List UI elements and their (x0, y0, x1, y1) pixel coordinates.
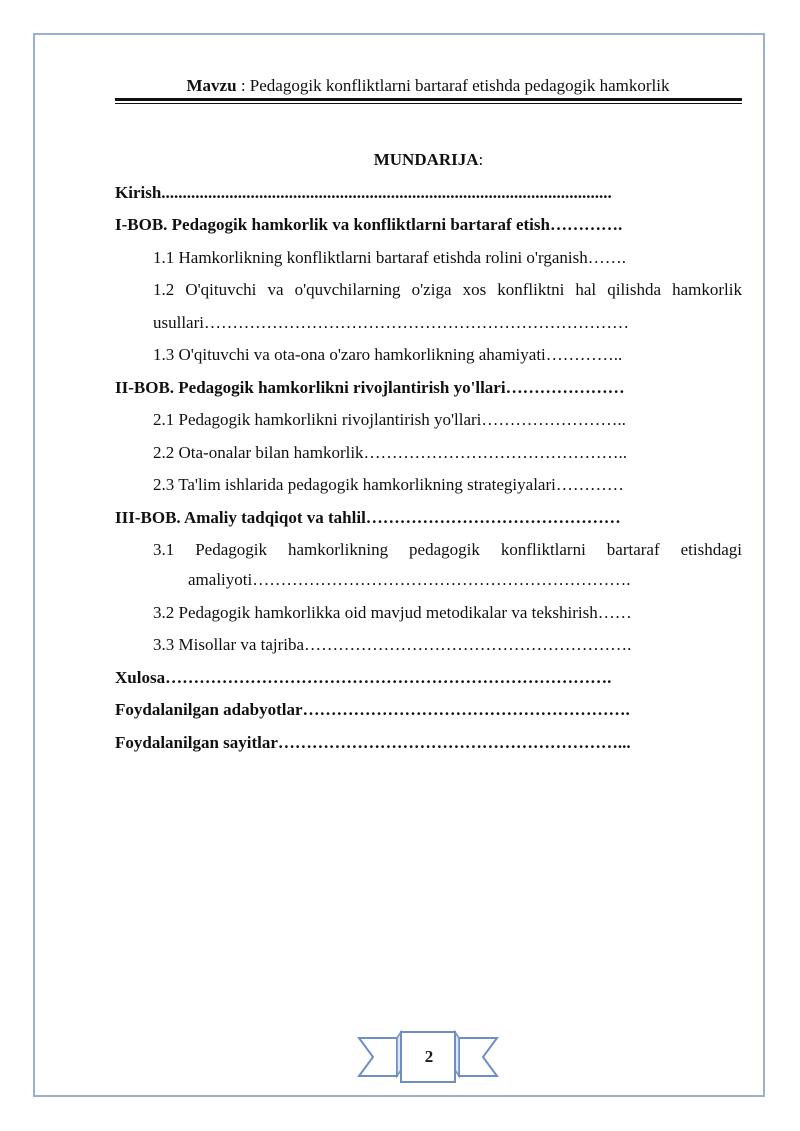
header-rule-thick (115, 98, 742, 101)
toc-entry-3-1[interactable]: 3.1 Pedagogik hamkorlikning pedagogik konfliktlarni bartaraf etishdagi (153, 540, 742, 559)
toc-entry-2-1[interactable]: 2.1 Pedagogik hamkorlikni rivojlantirish yo'llari…………………….. (153, 410, 626, 429)
toc-entry-3-3[interactable]: 3.3 Misollar va tajriba…………………………………………………. (153, 635, 632, 654)
toc-title-text: MUNDARIJA (373, 150, 479, 169)
toc-entry-chapter-2[interactable]: II-BOB. Pedagogik hamkorlikni rivojlantirish yo'llari………………… (115, 378, 625, 397)
toc-entry-1-3[interactable]: 1.3 O'qituvchi va ota-ona o'zaro hamkorlikning ahamiyati………….. (153, 345, 623, 364)
header-separator: : (236, 76, 250, 95)
toc-entry-1-1[interactable]: 1.1 Hamkorlikning konfliktlarni bartaraf etishda rolini o'rganish……. (153, 248, 626, 267)
toc-title-colon: : (478, 150, 484, 169)
ribbon-right-tail (459, 1038, 497, 1076)
toc-entry-3-1-cont[interactable]: amaliyoti…………………………………………………………. (188, 570, 631, 589)
toc-title (115, 150, 742, 170)
ribbon-left-tail (359, 1038, 397, 1076)
toc-entry-adabyotlar[interactable]: Foydalanilgan adabyotlar…………………………………………………. (115, 700, 630, 719)
header-label: Mavzu (186, 76, 237, 95)
page-number: 2 (424, 1047, 434, 1066)
toc-entry-xulosa[interactable]: Xulosa……………………………………………………………………. (115, 668, 612, 687)
toc-entry-sayitlar[interactable]: Foydalanilgan sayitlar……………………………………………………... (115, 733, 631, 752)
header-rule-thin (115, 103, 742, 104)
toc-entry-2-3[interactable]: 2.3 Ta'lim ishlarida pedagogik hamkorlikning strategiyalari………… (153, 475, 624, 494)
toc-entry-1-2[interactable]: 1.2 O'qituvchi va o'quvchilarning o'ziga xos konfliktni hal qilishda hamkorlik (153, 280, 742, 299)
toc-entry-2-2[interactable]: 2.2 Ota-onalar bilan hamkorlik……………………………………….. (153, 443, 628, 462)
toc-entry-3-2[interactable]: 3.2 Pedagogik hamkorlikka oid mavjud metodikalar va tekshirish…… (153, 603, 632, 622)
toc-entry-kirish[interactable]: Kirish.......................................................................................................... (115, 183, 612, 202)
toc-entry-chapter-3[interactable]: III-BOB. Amaliy tadqiqot va tahlil……………………………………… (115, 508, 621, 527)
toc-entry-chapter-1[interactable]: I-BOB. Pedagogik hamkorlik va konfliktlarni bartaraf etish…………. (115, 215, 623, 234)
page-header (115, 76, 741, 96)
header-topic: Pedagogik konfliktlarni bartaraf etishda pedagogik hamkorlik (249, 76, 670, 95)
toc-entry-1-2-cont[interactable]: usullari………………………………………………………………… (153, 313, 629, 332)
